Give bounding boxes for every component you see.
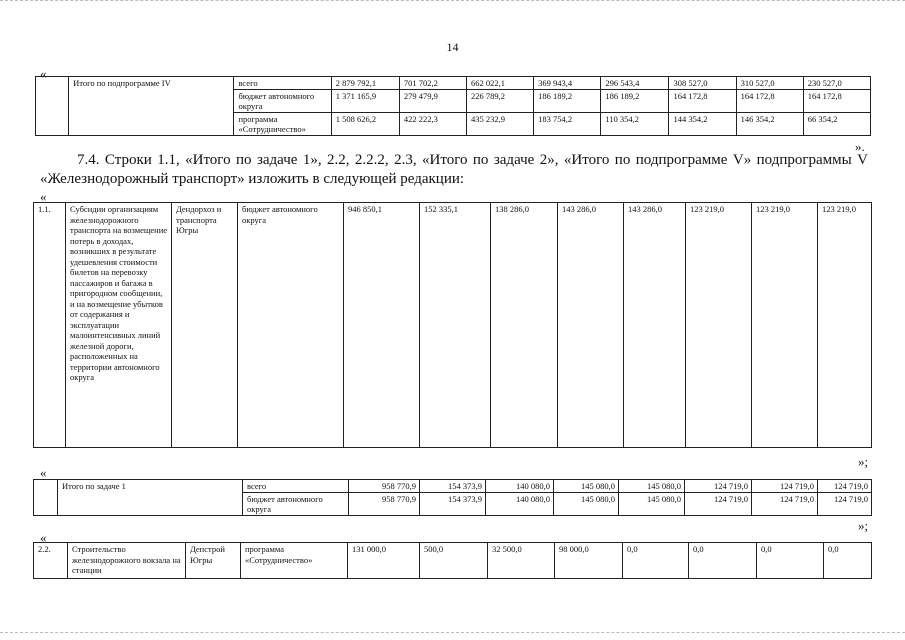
value-cell: 124 719,0 — [818, 492, 872, 515]
value-cell: 124 719,0 — [685, 480, 752, 493]
value-cell: 701 702,2 — [399, 77, 466, 90]
task-1-total-table — [33, 479, 872, 516]
quote-open: « — [40, 530, 47, 545]
value-cell: 123 219,0 — [686, 203, 752, 448]
value-cell: 0,0 — [689, 543, 757, 579]
scan-bottom-edge — [0, 632, 905, 633]
value-cell: 143 286,0 — [624, 203, 686, 448]
value-cell: 186 189,2 — [534, 89, 601, 112]
table-row — [34, 543, 872, 579]
value-cell: 131 000,0 — [348, 543, 420, 579]
value-cell: 296 543,4 — [601, 77, 669, 90]
value-cell: 308 527,0 — [669, 77, 736, 90]
finance-source: программа «Сотрудничество» — [241, 543, 348, 579]
row-1-1-table — [33, 202, 872, 448]
value-cell: 183 754,2 — [534, 112, 601, 135]
scan-top-edge — [0, 0, 905, 3]
value-cell: 145 080,0 — [554, 480, 619, 493]
num-cell — [36, 77, 69, 136]
value-cell: 1 371 165,9 — [331, 89, 399, 112]
value-cell: 1 508 626,2 — [331, 112, 399, 135]
row-name: Строительство железнодорожного вокзала на станции — [68, 543, 186, 579]
row-name: Субсидии организациям железнодорожного транспорта на возмещение потерь в доходах, возникших в результате удешевления стоимости билетов на перевозку пассажиров и багажа в пригородном сообщении, и на возмещение убытков от содержания и эксплуатации малоинтенсивных линий железной дороги, расположенных на территории автономного округа — [66, 203, 172, 448]
value-cell: 32 500,0 — [488, 543, 555, 579]
value-cell: 140 080,0 — [486, 492, 554, 515]
value-cell: 958 770,9 — [349, 492, 420, 515]
value-cell: 958 770,9 — [349, 480, 420, 493]
value-cell: 152 335,1 — [420, 203, 491, 448]
value-cell: 0,0 — [824, 543, 872, 579]
value-cell: 110 354,2 — [601, 112, 669, 135]
quote-close: »; — [858, 454, 869, 469]
value-cell: 123 219,0 — [818, 203, 872, 448]
value-cell: 144 354,2 — [669, 112, 736, 135]
value-cell: 146 354,2 — [736, 112, 803, 135]
paragraph-7-4: 7.4. Строки 1.1, «Итого по задаче 1», 2.2, 2.2.2, 2.3, «Итого по задаче 2», «Итого по подпрограмме V» подпрограммы V «Железнодорожный транспорт» изложить в следующей редакции: — [40, 152, 868, 187]
value-cell: 226 789,2 — [467, 89, 534, 112]
finance-type: программа «Сотрудничество» — [234, 112, 331, 135]
value-cell: 662 022,1 — [467, 77, 534, 90]
subprogram-iv-total-table — [35, 76, 871, 136]
quote-open: « — [40, 465, 47, 480]
quote-open: « — [40, 189, 47, 204]
value-cell: 124 719,0 — [752, 492, 818, 515]
value-cell: 154 373,9 — [420, 492, 486, 515]
num-cell — [34, 480, 58, 516]
value-cell: 435 232,9 — [467, 112, 534, 135]
value-cell: 500,0 — [420, 543, 488, 579]
value-cell: 0,0 — [757, 543, 824, 579]
page-number: 14 — [446, 40, 459, 54]
value-cell: 422 222,3 — [399, 112, 466, 135]
value-cell: 123 219,0 — [752, 203, 818, 448]
quote-close: »; — [858, 518, 869, 533]
value-cell: 279 479,9 — [399, 89, 466, 112]
value-cell: 2 879 792,1 — [331, 77, 399, 90]
value-cell: 164 172,8 — [803, 89, 870, 112]
value-cell: 154 373,9 — [420, 480, 486, 493]
quote-close: ». — [855, 139, 865, 154]
value-cell: 145 080,0 — [554, 492, 619, 515]
table-row — [34, 203, 872, 448]
row-number: 1.1. — [34, 203, 66, 448]
value-cell: 164 172,8 — [736, 89, 803, 112]
finance-type: всего — [234, 77, 331, 90]
value-cell: 0,0 — [623, 543, 689, 579]
value-cell: 98 000,0 — [555, 543, 623, 579]
table-row — [34, 480, 872, 493]
value-cell: 145 080,0 — [619, 480, 685, 493]
value-cell: 124 719,0 — [818, 480, 872, 493]
row-2-2-table — [33, 542, 872, 579]
executor: Депстрой Югры — [186, 543, 241, 579]
value-cell: 124 719,0 — [752, 480, 818, 493]
row-name: Итого по задаче 1 — [58, 480, 243, 516]
value-cell: 145 080,0 — [619, 492, 685, 515]
value-cell: 66 354,2 — [803, 112, 870, 135]
value-cell: 140 080,0 — [486, 480, 554, 493]
value-cell: 143 286,0 — [558, 203, 624, 448]
value-cell: 186 189,2 — [601, 89, 669, 112]
row-number: 2.2. — [34, 543, 68, 579]
value-cell: 124 719,0 — [685, 492, 752, 515]
value-cell: 164 172,8 — [669, 89, 736, 112]
finance-type: всего — [243, 480, 349, 493]
value-cell: 138 286,0 — [491, 203, 558, 448]
table-row — [36, 77, 871, 90]
finance-type: бюджет автономного округа — [234, 89, 331, 112]
value-cell: 230 527,0 — [803, 77, 870, 90]
finance-type: бюджет автономного округа — [243, 492, 349, 515]
row-name: Итого по подпрограмме IV — [69, 77, 234, 136]
value-cell: 946 850,1 — [344, 203, 420, 448]
quote-open: « — [40, 66, 47, 81]
value-cell: 369 943,4 — [534, 77, 601, 90]
value-cell: 310 527,0 — [736, 77, 803, 90]
executor: Дендорхоз и транспорта Югры — [172, 203, 238, 448]
finance-source: бюджет автономного округа — [238, 203, 344, 448]
